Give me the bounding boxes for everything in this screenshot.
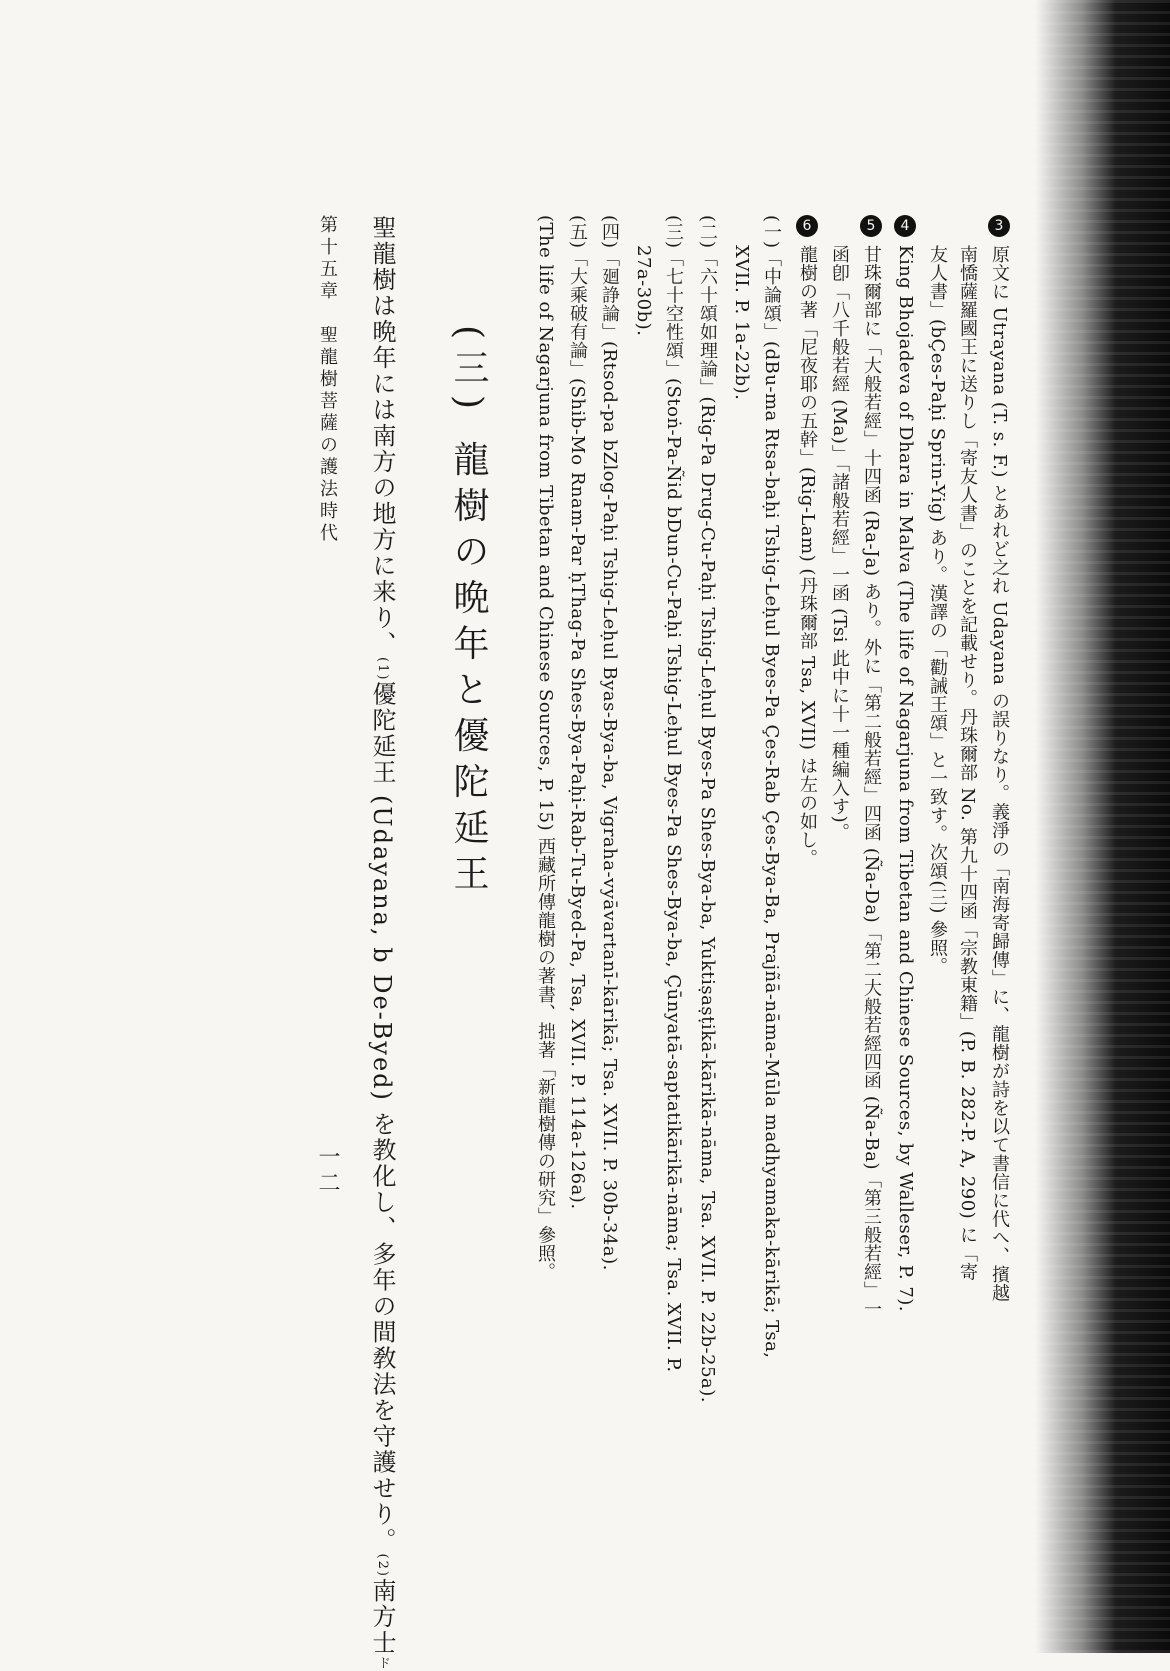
- note-marker-3: 3: [988, 215, 1010, 237]
- work-2-line-1: (二)「六十頌如理論」(Rig-Pa Drug-Cu-Paḥi Tshig-Leḥul Byes-Pa Shes-Bya-ba, Yuktiṣaṣṭikā-kārikā-nāma, Tsa. XVII. P. 22b-25a).: [697, 215, 718, 1404]
- note-5-line-2: 函卽「八千般若經 (Ma)」「諸般若經」一函 (Tsi 此中に十一種編入す)。: [829, 245, 850, 842]
- running-footer: 第十五章 聖龍樹菩薩の護法時代: [317, 215, 338, 545]
- note-3-line-2: 南憍薩羅國王に送りし「寄友人書」のことを記載せり。丹珠爾部 No. 第九十四函「宗教東籍」(P. B. 282-P. A, 290) に「寄: [957, 245, 978, 1281]
- trailing-mark: ド: [375, 1655, 390, 1671]
- note-6-line-1: 6龍樹の著「尼夜耶の五幹」(Rig-Lam) (丹珠爾部 Tsa, XVII) は左の如し。: [796, 215, 818, 868]
- scan-edge-texture: [1035, 0, 1170, 1653]
- work-5-line-1: (五)「大乘破有論」(Shib-Mo Rnam-Par ḥThag-Pa Shes-Bya-Paḥi-Rab-Tu-Byed-Pa, Tsa, XVII. P. 114a-126a).: [567, 215, 588, 1210]
- note-4-line-1: 4King Bhojadeva of Dhara in Malva (The life of Nagarjuna from Tibetan and Chinese Sources, by Walleser, P. 7).: [894, 215, 916, 1312]
- work-1-line-2: XVII. P. 1a-22b).: [731, 245, 752, 401]
- source-note-line: (The life of Nagarjuna from Tibetan and Chinese Sources, P. 15) 西藏所傳龍樹の著書、拙著「新龍樹傳の研究」參照。: [535, 215, 556, 1282]
- section-heading: (三) 龍樹の晩年と優陀延王: [448, 325, 489, 901]
- work-1-line-1: (一)「中論頌」(dBu-ma Rtsa-baḥi Tshig-Leḥul Byes-Pa Çes-Rab Çes-Bya-Ba, Prajñā-nāma-Mūla madhyamaka-kārikā; Tsa,: [761, 215, 782, 1359]
- note-3-line-3: 友人書」(bÇes-Paḥi Sprin-Yig) あり。漢譯の「勸誡王頌」と一致す。次頌(三) 參照。: [927, 245, 948, 976]
- note-3-line-1: 3原文に Utrayana (T. s. F.) とあれど之れ Udayana の誤りなり。義淨の「南海寄歸傳」に、龍樹が詩を以て書信に代へ、擯越: [988, 215, 1010, 1302]
- footnote-ref-1: (1): [375, 657, 390, 682]
- note-marker-4: 4: [894, 215, 916, 237]
- note-marker-5: 5: [860, 215, 882, 237]
- footnote-ref-2: (2): [375, 1553, 390, 1578]
- note-5-line-1: 5甘珠爾部に「大般若經」十四函 (Ra-Ja) あり。外に「第二般若經」四函 (Ña-Da)「第二大般若經四函 (Ña-Ba)「第三般若經」一: [860, 215, 882, 1318]
- note-marker-6: 6: [796, 215, 818, 237]
- page-number: 一二: [315, 1145, 340, 1197]
- work-3-line-1: (三)「七十空性頌」(Stoṅ-Pa-Ñid bDun-Cu-Paḥi Tshig-Leḥul Byes-Pa Shes-Bya-ba, Çūnyatā-saptatikārikā-nāma; Tsa. XVII. P.: [663, 215, 684, 1373]
- work-4-line-1: (四)「廻諍論」(Rtsod-pa bZlog-Paḥi Tshig-Leḥul Byas-Bya-ba, Vigraha-vyāvartanī-kārikā; Tsa. XVII. P. 30b-34a).: [599, 215, 620, 1271]
- work-3-line-2: 27a-30b).: [633, 245, 654, 337]
- body-paragraph-line: 聖龍樹は晩年には南方の地方に来り、(1)優陀延王 (Udayana, b De-Byed) を教化し、多年の間敎法を守護せり。(2)南方士ド: [368, 215, 396, 1671]
- document-page: [150, 215, 1010, 1671]
